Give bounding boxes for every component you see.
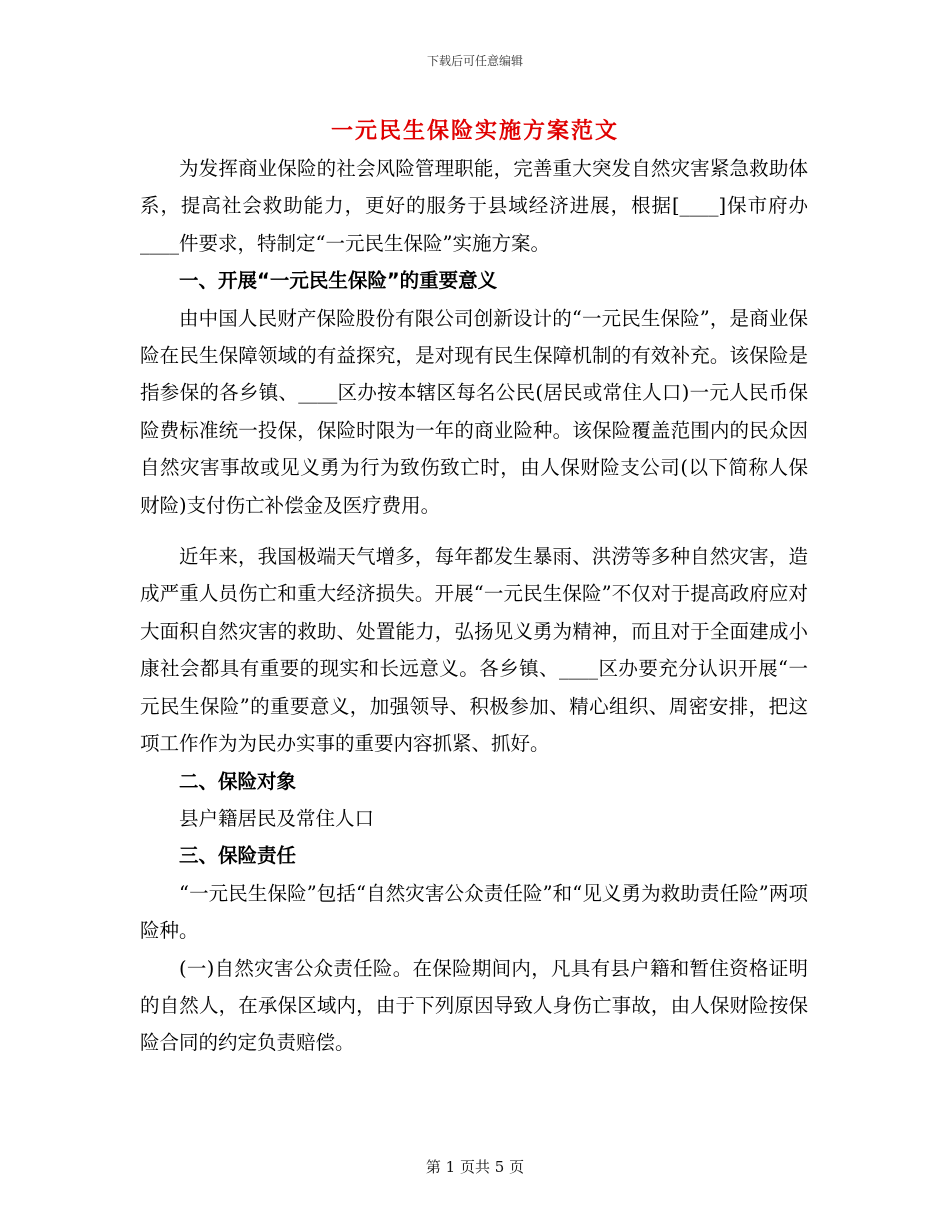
page-number: 第 1 页共 5 页 [425,1158,525,1176]
body-paragraph-3: 县户籍居民及常住人口 [179,806,375,830]
header-note: 下载后可任意编辑 [426,54,523,68]
section-heading-1: 一、开展“一元民生保险”的重要意义 [179,269,498,293]
section-heading-3: 三、保险责任 [179,844,297,868]
body-paragraph-4: “一元民生保险”包括“自然灾害公众责任险”和“见义勇为救助责任险”两项险种。 [140,881,808,943]
document-body [140,150,808,1062]
document-title: 一元民生保险实施方案范文 [330,118,619,144]
section-heading-2: 二、保险对象 [179,769,297,793]
body-paragraph-5: (一)自然灾害公众责任险。在保险期间内，凡具有县户籍和暂住资格证明的自然人，在承保区域内，由于下列原因导致人身伤亡事故，由人保财险按保险合同的约定负责赔偿。 [140,956,808,1055]
body-paragraph-2: 近年来，我国极端天气增多，每年都发生暴雨、洪涝等多种自然灾害，造成严重人员伤亡和重大经济损失。开展“一元民生保险”不仅对于提高政府应对大面积自然灾害的救助、处置能力，弘扬见义勇为精神，而且对于全面建成小康社会都具有重要的现实和长远意义。各乡镇、____区办要充分认识开展“一元民生保险”的重要意义，加强领导、积极参加、精心组织、周密安排，把这项工作作为为民办实事的重要内容抓紧、抓好。 [140,545,808,756]
body-paragraph-1: 由中国人民财产保险股份有限公司创新设计的“一元民生保险”，是商业保险在民生保障领域的有益探究，是对现有民生保障机制的有效补充。该保险是指参保的各乡镇、____区办按本辖区每名公民(居民或常住人口)一元人民币保险费标准统一投保，保险时限为一年的商业险种。该保险覆盖范围内的民众因自然灾害事故或见义勇为行为致伤致亡时，由人保财险支公司(以下简称人保财险)支付伤亡补偿金及医疗费用。 [140,306,808,517]
intro-paragraph: 为发挥商业保险的社会风险管理职能，完善重大突发自然灾害紧急救助体系，提高社会救助能力，更好的服务于县域经济进展，根据[____]保市府办____件要求，特制定“一元民生保险”实施方案。 [140,157,808,255]
